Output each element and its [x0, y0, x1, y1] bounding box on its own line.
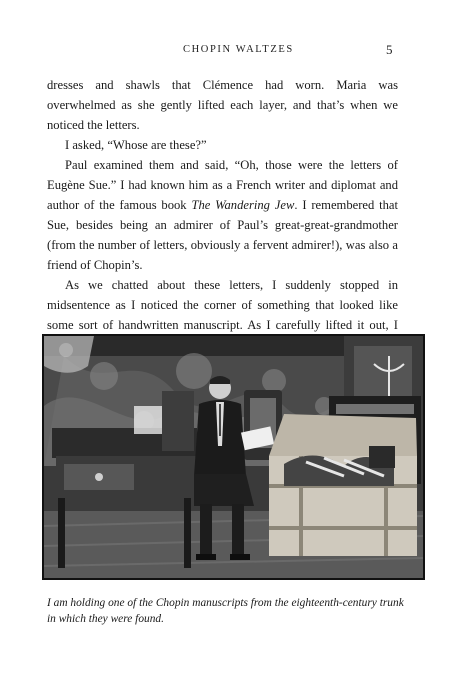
paragraph-3-text-b: . I remembered that Sue, besides being an admirer of Paul’s great-great-grandmother (from the number of letters, obviously a fervent admirer!), was also a friend of Chopin’s. — [47, 198, 399, 272]
page-number: 5 — [386, 42, 393, 57]
paragraph-4: As we chatted about these letters, I suddenly stopped in midsentence as I noticed the corner of something that looked like some sort of handwritten manuscript. As I carefully lifted it out, I — [47, 278, 398, 332]
photograph — [42, 334, 425, 580]
book-title: The Wandering Jew — [191, 198, 295, 212]
paragraph-3 — [47, 155, 398, 275]
photograph-illustration — [44, 336, 423, 578]
paragraph-3-text-a: Paul examined them and said, “Oh, those were the letters of Eugène Sue.” I had known him as a French writer and diplomat and author of the famous book — [47, 158, 398, 212]
photo-caption: I am holding one of the Chopin manuscripts from the eighteenth-century trunk in which they were found. — [47, 597, 404, 625]
trunk — [269, 414, 417, 556]
paragraph-1: dresses and shawls that Clémence had worn. Maria was overwhelmed as she gently lifted each layer, and that’s when we noticed the letters. — [47, 78, 398, 132]
paragraph-2: I asked, “Whose are these?” — [65, 138, 207, 152]
running-head: CHOPIN WALTZES — [183, 44, 294, 55]
